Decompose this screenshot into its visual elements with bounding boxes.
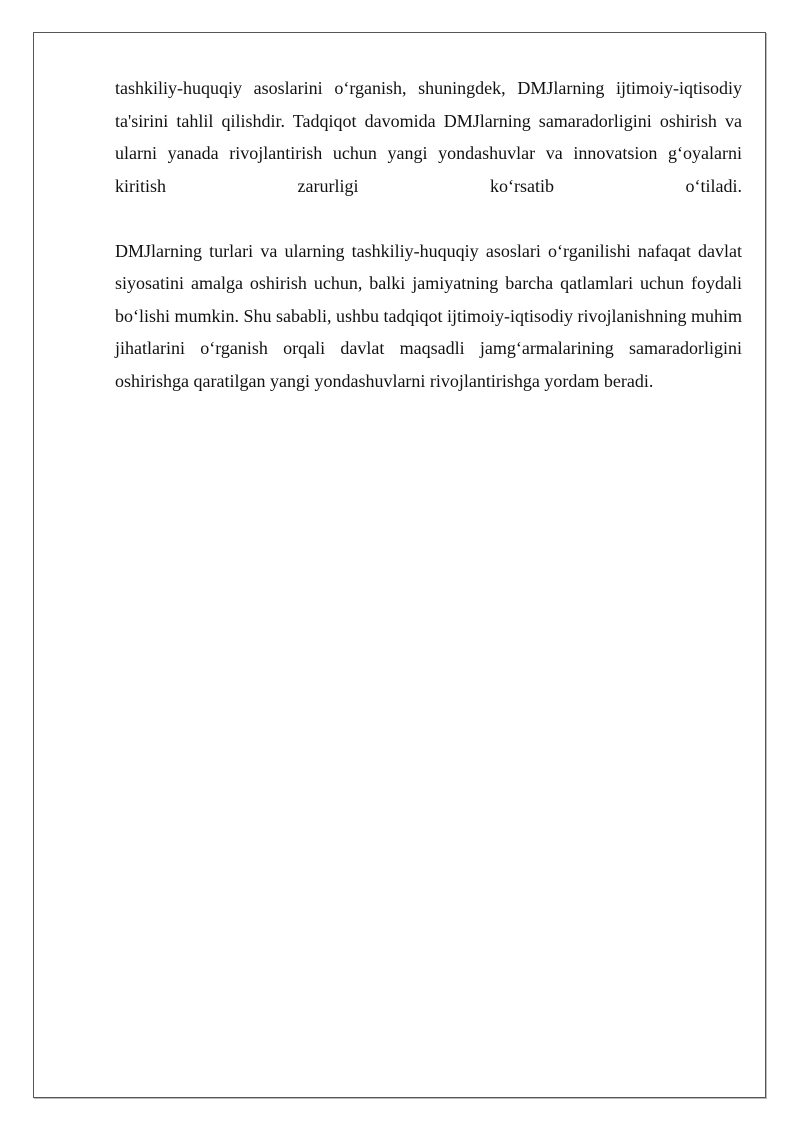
paragraph-1: tashkiliy-huquqiy asoslarini o‘rganish, shuningdek, DMJlarning ijtimoiy-iqtisodiy ta'sirini tahlil qilishdir. Tadqiqot davomida DMJlarning samaradorligini oshirish va ularni yanada rivojlantirish uchun yangi yondashuvlar va innovatsion g‘oyalarni kiritish zarurligi ko‘rsatib o‘tiladi. — [115, 78, 742, 196]
document-body — [115, 72, 742, 397]
paragraph-2: DMJlarning turlari va ularning tashkiliy-huquqiy asoslari o‘rganilishi nafaqat davlat siyosatini amalga oshirish uchun, balki jamiyatning barcha qatlamlari uchun foydali bo‘lishi mumkin. Shu sababli, ushbu tadqiqot ijtimoiy-iqtisodiy rivojlanishning muhim jihatlarini o‘rganish orqali davlat maqsadli jamg‘armalarining samaradorligini oshirishga qaratilgan yangi yondashuvlarni rivojlantirishga yordam beradi. — [115, 240, 743, 391]
